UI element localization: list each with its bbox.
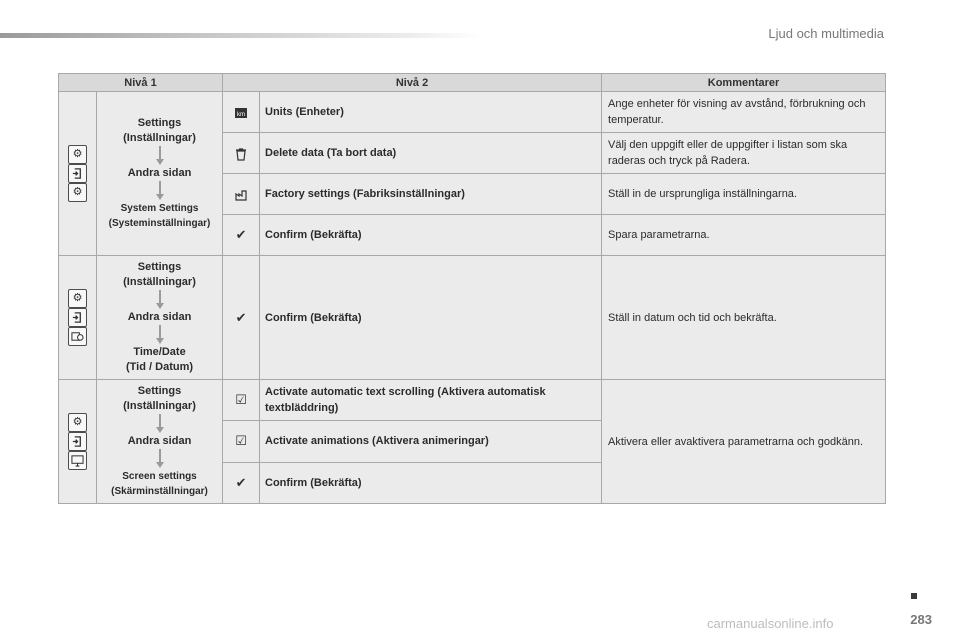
page-arrow-icon — [68, 308, 87, 327]
path-step: (Skärminställningar) — [111, 486, 208, 497]
table-row — [59, 256, 886, 380]
header-level1: Nivå 1 — [59, 74, 223, 92]
arrow-down-icon — [154, 146, 166, 166]
arrow-down-icon — [154, 449, 166, 469]
path-step: (Tid / Datum) — [126, 361, 194, 373]
arrow-down-icon — [154, 181, 166, 201]
trash-icon — [234, 145, 248, 160]
svg-text:km: km — [237, 111, 246, 118]
settings-table — [58, 73, 886, 504]
row-label: Delete data (Ta bort data) — [260, 133, 602, 174]
gear-icon: ⚙ — [68, 289, 87, 308]
table-header-row — [59, 74, 886, 92]
units-cell — [223, 92, 260, 133]
path-step: Settings — [137, 385, 182, 397]
group3-icons — [59, 380, 97, 504]
page-arrow-icon — [68, 164, 87, 183]
row-comment: Ställ in datum och tid och bekräfta. — [602, 256, 886, 380]
path-step: Time/Date — [133, 346, 186, 358]
factory-reset-icon — [234, 186, 248, 201]
section-title: Ljud och multimedia — [768, 26, 884, 41]
row-comment: Aktivera eller avaktivera parametrarna och godkänn. — [602, 380, 886, 504]
gear-icon: ⚙ — [68, 145, 87, 164]
row-label: Confirm (Bekräfta) — [260, 462, 602, 503]
path-step: (Inställningar) — [123, 132, 196, 144]
group1-icons — [59, 92, 97, 256]
path-step: Andra sidan — [127, 311, 192, 323]
gear-icon: ⚙ — [68, 413, 87, 432]
checkmark-icon: ✔ — [235, 309, 247, 325]
units-icon — [234, 104, 248, 119]
checkmark-icon: ✔ — [235, 227, 247, 242]
header-comments: Kommentarer — [602, 74, 886, 92]
path-step: Settings — [137, 261, 182, 273]
path-step: (Inställningar) — [123, 276, 196, 288]
path-step: Screen settings — [122, 471, 197, 482]
page-arrow-icon — [68, 432, 87, 451]
arrow-down-icon — [154, 325, 166, 345]
group3-path — [97, 380, 223, 504]
path-step: Andra sidan — [127, 167, 192, 179]
checkmark-icon: ✔ — [235, 474, 247, 490]
row-comment: Ställ in de ursprungliga inställningarna. — [602, 174, 886, 215]
table-row — [59, 380, 886, 421]
path-step: (Systeminställningar) — [108, 218, 211, 229]
system-settings-icon: ⚙ — [68, 183, 87, 202]
watermark: carmanualsonline.info — [707, 616, 834, 631]
top-gradient-bar — [0, 33, 480, 38]
header-level2: Nivå 2 — [223, 74, 602, 92]
page-number: 283 — [910, 612, 932, 627]
row-label: Confirm (Bekräfta) — [260, 256, 602, 380]
calendar-clock-icon — [68, 327, 87, 346]
row-comment: Välj den uppgift eller de uppgifter i listan som ska raderas och tryck på Radera. — [602, 133, 886, 174]
screen-settings-icon — [68, 451, 87, 470]
row-label: Activate automatic text scrolling (Aktivera automatisk textbläddring) — [260, 380, 602, 421]
row-label: Units (Enheter) — [260, 92, 602, 133]
table-row — [59, 92, 886, 133]
group2-path — [97, 256, 223, 380]
page-marker — [911, 593, 917, 599]
path-step: Settings — [137, 117, 182, 129]
checkbox-icon: ☑ — [235, 392, 247, 408]
arrow-down-icon — [154, 290, 166, 310]
group1-path — [97, 92, 223, 256]
row-label: Factory settings (Fabriksinställningar) — [260, 174, 602, 215]
group2-icons — [59, 256, 97, 380]
path-step: Andra sidan — [127, 435, 192, 447]
row-label: Activate animations (Aktivera animeringar) — [260, 421, 602, 462]
row-comment: Spara parametrarna. — [602, 215, 886, 256]
path-step: System Settings — [120, 203, 199, 214]
row-comment: Ange enheter för visning av avstånd, förbrukning och temperatur. — [602, 92, 886, 133]
row-label: Confirm (Bekräfta) — [260, 215, 602, 256]
arrow-down-icon — [154, 414, 166, 434]
path-step: (Inställningar) — [123, 400, 196, 412]
checkbox-icon: ☑ — [235, 433, 247, 449]
